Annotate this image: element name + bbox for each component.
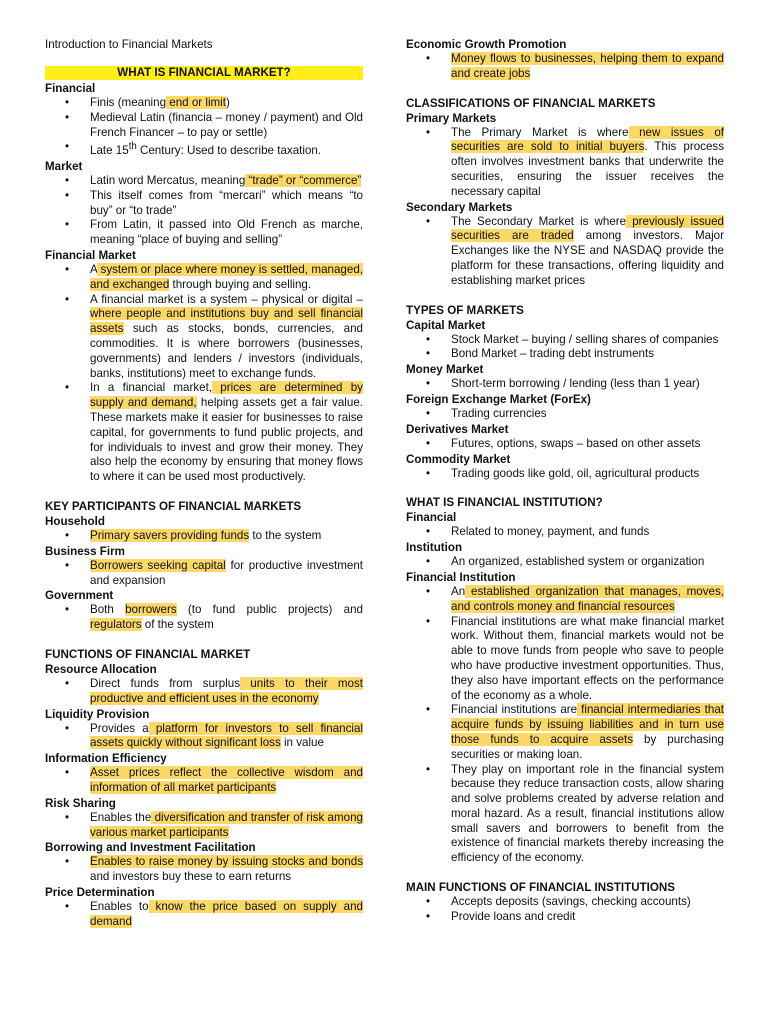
group-heading: Institution <box>406 541 463 555</box>
item-text: th <box>128 141 137 153</box>
item-text: Bond Market – trading debt instruments <box>451 347 654 361</box>
item-text: and investors buy these to earn returns <box>90 870 292 884</box>
list-item <box>45 722 363 752</box>
classifications-groups <box>406 111 724 289</box>
item-text: through buying and selling. <box>169 277 312 291</box>
list-item <box>406 615 724 704</box>
group-list <box>45 559 363 589</box>
highlighted-text: Asset prices reflect the collective wisdom and information of all market participants <box>90 766 363 794</box>
list-item <box>45 603 363 633</box>
item-text: This itself comes from “mercari” which means “to buy” or “to trade” <box>90 188 363 217</box>
list-item <box>406 347 724 362</box>
list-item <box>45 811 363 841</box>
bullet-icon: • <box>65 381 70 395</box>
highlighted-text: Borrowers seeking capital <box>90 558 226 572</box>
list-item <box>406 437 724 452</box>
item-text: Finis (meaning <box>90 96 167 109</box>
highlighted-text: prices are determined by supply and demand, <box>90 381 363 410</box>
bullet-icon: • <box>426 584 431 598</box>
list-item <box>45 677 363 707</box>
list-item <box>45 855 363 885</box>
list-item <box>406 763 724 867</box>
group-heading: Financial Institution <box>406 570 516 584</box>
section-title-main-functions: MAIN FUNCTIONS OF FINANCIAL INSTITUTIONS <box>406 881 676 895</box>
item-text: Latin word Mercatus, meaning <box>90 174 246 188</box>
group-list <box>45 529 363 544</box>
group-heading: Capital Market <box>406 318 486 332</box>
bullet-icon: • <box>426 703 431 717</box>
group-list <box>406 407 724 422</box>
item-text: A <box>90 263 98 277</box>
highlighted-text: borrowers <box>125 603 177 617</box>
group-heading: Commodity Market <box>406 452 511 466</box>
group-heading: Financial <box>406 511 457 525</box>
bullet-icon: • <box>65 188 70 202</box>
group-list <box>406 467 724 482</box>
group-heading: Price Determination <box>45 885 155 899</box>
highlighted-text: Enables to raise money by issuing stocks and bonds <box>90 855 363 869</box>
bullet-icon: • <box>426 466 431 480</box>
item-text: Trading currencies <box>451 406 547 420</box>
item-text: helping assets get a fair value. These markets make it easier for businesses to raise capital, for governments to fund public projects, and for individuals to invest and grow their money. They also help the economy by ensuring that money flows to where it can be used most productively. <box>90 396 363 484</box>
bullet-icon: • <box>65 766 70 780</box>
group-list <box>406 525 724 540</box>
highlighted-text: regulators <box>90 618 142 632</box>
item-text: Short-term borrowing / lending (less than 1 year) <box>451 377 700 391</box>
list-item <box>406 525 724 540</box>
list-item <box>406 407 724 422</box>
group-list <box>406 555 724 570</box>
bullet-icon: • <box>65 292 70 306</box>
item-text: Related to money, payment, and funds <box>451 525 650 539</box>
group-list <box>45 900 363 930</box>
item-text: Stock Market – buying / selling shares of companies <box>451 332 719 346</box>
item-text: They play on important role in the financial system because they reduce transaction costs, allow sharing and solve problems created by adverse relation and moral hazard. As a result, financial institutions allow small savers and borrowers to benefit from the existence of financial markets thereby increasing the efficiency of the economy. <box>451 762 724 865</box>
bullet-icon: • <box>65 603 70 617</box>
list-item <box>45 189 363 219</box>
list-item <box>45 96 363 111</box>
bullet-icon: • <box>426 377 431 391</box>
bullet-icon: • <box>65 721 70 735</box>
section-title-types: TYPES OF MARKETS <box>406 303 524 317</box>
bullet-icon: • <box>65 218 70 232</box>
item-text: in value <box>280 736 324 750</box>
group-heading: Foreign Exchange Market (ForEx) <box>406 392 591 406</box>
section-title-functions: FUNCTIONS OF FINANCIAL MARKET <box>45 647 251 661</box>
bullet-icon: • <box>65 899 70 913</box>
item-text: A financial market is a system – physical or digital – <box>90 292 363 306</box>
item-text: In a financial market, <box>90 381 213 395</box>
bullet-icon: • <box>426 555 431 569</box>
item-text: Provides a <box>90 721 149 735</box>
bullet-icon: • <box>426 214 431 228</box>
list-item <box>406 910 724 925</box>
bullet-icon: • <box>426 332 431 346</box>
group-heading: Business Firm <box>45 544 125 558</box>
item-text: The Primary Market is where <box>451 125 629 139</box>
heading-financial: Financial <box>45 82 96 95</box>
highlighted-text: system or place where money is settled, managed, and exchanged <box>90 263 363 291</box>
highlighted-text: previously issued securities are traded <box>451 214 724 243</box>
group-heading: Borrowing and Investment Facilitation <box>45 841 256 855</box>
item-text: for productive investment and expansion <box>90 558 363 587</box>
financial-market-list <box>45 263 363 485</box>
economic-growth-list <box>406 52 724 82</box>
list-item <box>406 377 724 392</box>
bullet-icon: • <box>426 762 431 776</box>
bullet-icon: • <box>65 558 70 572</box>
item-text: Provide loans and credit <box>451 909 576 923</box>
group-heading: Government <box>45 589 114 603</box>
bullet-icon: • <box>426 614 431 628</box>
group-list <box>406 585 724 866</box>
market-list <box>45 174 363 248</box>
highlighted-text: established organization that manages, moves, and controls money and financial resources <box>451 584 724 613</box>
list-item <box>45 766 363 796</box>
bullet-icon: • <box>65 855 70 869</box>
document-title: Introduction to Financial Markets <box>45 38 213 51</box>
item-text: Financial institutions are what make financial market work. Without them, financial markets would not be able to move funds from people who save to people who have productive investment opportunities. Thus, they also have important effects on the performance of the economy as a whole. <box>451 614 724 702</box>
bullet-icon: • <box>426 436 431 450</box>
list-item <box>406 895 724 910</box>
item-text: such as stocks, bonds, currencies, and commodities. It is where borrowers (businesses, governments) and lenders / investors (individuals, banks, institutions) meet to exchange funds. <box>90 322 363 380</box>
highlighted-text: where people and institutions buy and sell financial assets <box>90 307 363 336</box>
item-text: of the system <box>141 618 214 632</box>
item-text: Both <box>90 603 126 617</box>
group-list <box>406 377 724 392</box>
group-heading: Risk Sharing <box>45 796 116 810</box>
item-text: The Secondary Market is where <box>451 214 627 228</box>
heading-market: Market <box>45 160 83 174</box>
list-item <box>406 585 724 615</box>
participants-groups <box>45 514 363 633</box>
list-item <box>45 174 363 189</box>
bullet-icon: • <box>426 909 431 923</box>
bullet-icon: • <box>426 406 431 420</box>
highlighted-text: Money flows to businesses, helping them to expand and create jobs <box>451 52 724 80</box>
highlighted-text: Primary savers providing funds <box>90 528 250 542</box>
list-item <box>406 215 724 289</box>
section-banner: WHAT IS FINANCIAL MARKET? <box>45 66 363 80</box>
item-text: Trading goods like gold, oil, agricultural products <box>451 466 700 480</box>
list-item <box>45 900 363 930</box>
item-text: Accepts deposits (savings, checking accounts) <box>451 895 691 909</box>
list-item <box>45 111 363 141</box>
item-text: Direct funds from surplus <box>90 676 241 690</box>
group-heading: Primary Markets <box>406 111 497 125</box>
bullet-icon: • <box>65 528 70 542</box>
list-item <box>406 126 724 200</box>
group-list <box>45 766 363 796</box>
highlighted-text: financial intermediaries that acquire funds by issuing liabilities and in turn use those funds to acquire assets <box>451 703 725 746</box>
item-text: Futures, options, swaps – based on other assets <box>451 436 701 450</box>
item-text: among investors. Major Exchanges like the NYSE and NASDAQ provide the platform for these transactions, offering liquidity and establishing market prices <box>451 229 724 287</box>
main-functions-list <box>406 895 724 925</box>
highlighted-text: diversification and transfer of risk among various market participants <box>90 810 363 839</box>
right-column <box>406 37 724 925</box>
item-text: . This process often involves investment banks that underwrite the securities, ensuring the issuer receives the necessary capital <box>451 140 724 198</box>
group-list <box>45 855 363 885</box>
group-heading: Information Efficiency <box>45 752 167 766</box>
group-list <box>45 722 363 752</box>
list-item <box>45 381 363 485</box>
section-title-institution: WHAT IS FINANCIAL INSTITUTION? <box>406 496 603 510</box>
group-list <box>406 126 724 200</box>
group-heading: Secondary Markets <box>406 200 513 214</box>
bullet-icon: • <box>65 810 70 824</box>
highlighted-text: units to their most productive and efficient uses in the economy <box>90 676 363 705</box>
group-heading: Money Market <box>406 363 484 377</box>
item-text: to the system <box>249 528 322 542</box>
group-list <box>406 215 724 289</box>
list-item <box>406 333 724 348</box>
item-text: Financial institutions are <box>451 703 578 717</box>
functions-groups <box>45 662 363 930</box>
bullet-icon: • <box>65 96 70 109</box>
item-text: Enables the <box>90 810 152 824</box>
list-item <box>45 559 363 589</box>
section-title-classifications: CLASSIFICATIONS OF FINANCIAL MARKETS <box>406 96 656 110</box>
bullet-icon: • <box>426 347 431 361</box>
highlighted-text: platform for investors to sell financial assets quickly without significant loss <box>90 721 363 750</box>
list-item <box>45 218 363 248</box>
item-text: From Latin, it passed into Old French as marche, meaning “place of buying and selling” <box>90 218 363 247</box>
bullet-icon: • <box>65 174 70 188</box>
item-text: (to fund public projects) and <box>176 603 363 617</box>
group-heading: Resource Allocation <box>45 662 157 676</box>
list-item <box>406 467 724 482</box>
bullet-icon: • <box>65 676 70 690</box>
item-text: Enables to <box>90 899 149 913</box>
highlighted-text: new issues of securities are sold to initial buyers <box>451 125 724 154</box>
institution-groups <box>406 510 724 866</box>
group-list <box>45 603 363 633</box>
left-column <box>45 37 363 930</box>
list-item <box>45 293 363 382</box>
group-list <box>45 677 363 707</box>
item-text: Medieval Latin (financia – money / payment) and Old French Financer – to pay or settle) <box>90 110 363 139</box>
section-title-participants: KEY PARTICIPANTS OF FINANCIAL MARKETS <box>45 499 302 513</box>
group-list <box>406 333 724 363</box>
item-text: Century: Used to describe taxation. <box>136 144 322 158</box>
highlighted-text: end or limit <box>166 96 226 109</box>
list-item <box>45 140 363 159</box>
item-text: Late 15 <box>90 144 129 158</box>
list-item <box>406 555 724 570</box>
highlighted-text: “trade” or “commerce” <box>245 174 362 188</box>
types-groups <box>406 318 724 482</box>
item-text: An organized, established system or organization <box>451 555 705 569</box>
bullet-icon: • <box>426 525 431 539</box>
group-list <box>45 811 363 841</box>
group-heading: Liquidity Provision <box>45 707 150 721</box>
bullet-icon: • <box>426 125 431 139</box>
heading-financial-market: Financial Market <box>45 249 136 263</box>
heading-economic-growth: Economic Growth Promotion <box>406 38 567 51</box>
financial-list <box>45 96 363 159</box>
list-item <box>45 263 363 293</box>
list-item <box>406 52 724 82</box>
item-text: An <box>451 584 466 598</box>
group-heading: Derivatives Market <box>406 422 509 436</box>
bullet-icon: • <box>426 895 431 909</box>
item-text: ) <box>225 96 230 109</box>
bullet-icon: • <box>65 140 70 154</box>
bullet-icon: • <box>65 110 70 124</box>
list-item <box>406 703 724 762</box>
list-item <box>45 529 363 544</box>
bullet-icon: • <box>65 263 70 277</box>
group-list <box>406 437 724 452</box>
group-heading: Household <box>45 514 105 528</box>
bullet-icon: • <box>426 52 431 65</box>
highlighted-text: know the price based on supply and demand <box>90 899 363 928</box>
item-text: by purchasing securities or making loan. <box>451 732 724 761</box>
